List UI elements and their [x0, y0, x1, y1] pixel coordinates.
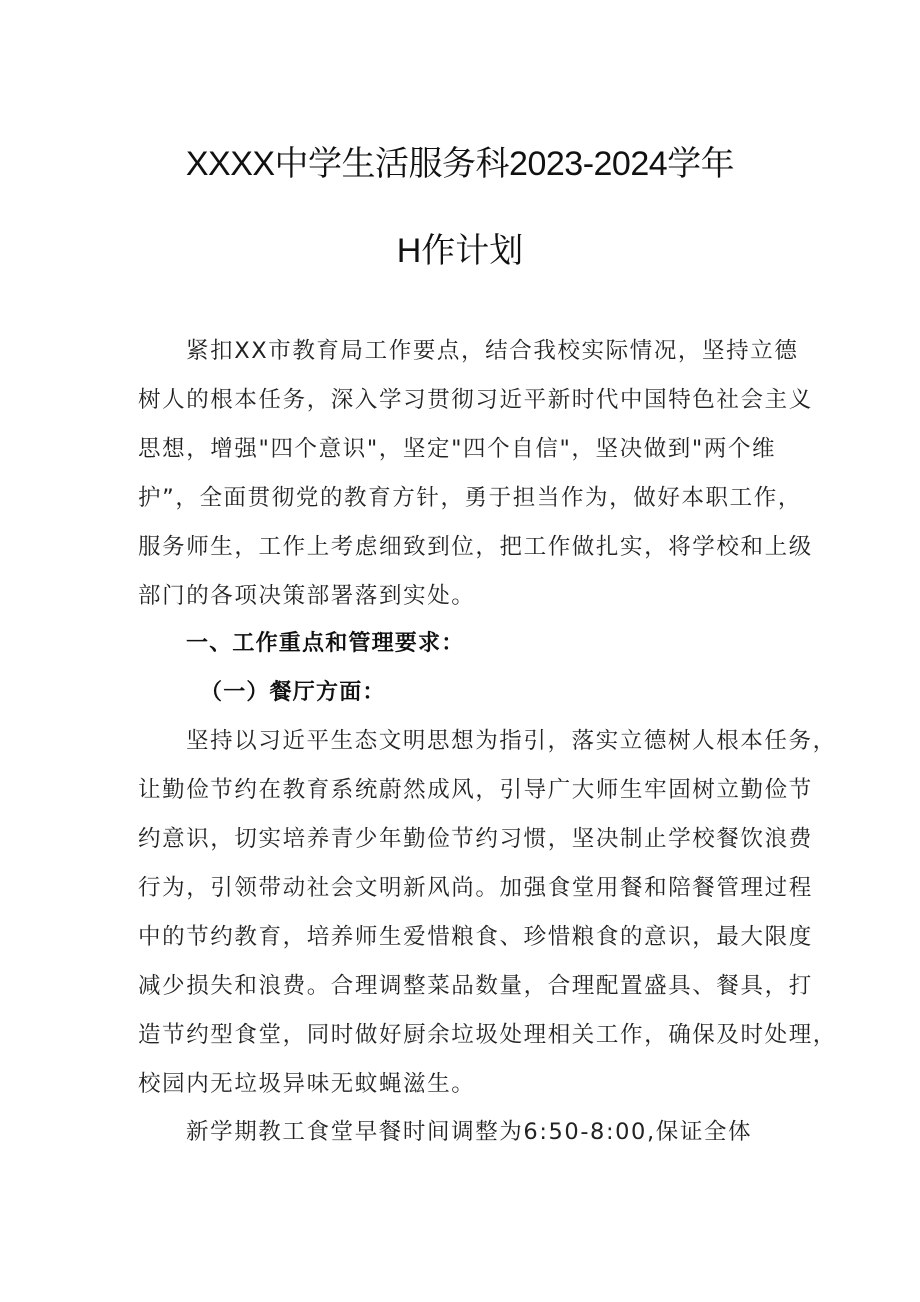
intro-line: 紧扣XX市教育局工作要点，结合我校实际情况，坚持立德	[186, 338, 799, 364]
canteen-line: 坚持以习近平生态文明思想为指引，落实立德树人根本任务，	[186, 728, 837, 754]
intro-line: 护”，全面贯彻党的教育方针，勇于担当作为，做好本职工作，	[138, 485, 802, 511]
intro-line: 部门的各项决策部署落到实处。	[138, 583, 476, 609]
document-title-line-2: H作计划	[396, 232, 524, 270]
canteen-line: 行为，引领带动社会文明新风尚。加强食堂用餐和陪餐管理过程	[138, 875, 813, 901]
document-title-line-1: XXXX中学生活服务科2023-2024学年	[185, 145, 735, 183]
canteen-line: 减少损失和浪费。合理调整菜品数量，合理配置盛具、餐具，打	[138, 973, 813, 999]
section-heading: 一、工作重点和管理要求：	[186, 631, 465, 656]
canteen-line: 中的节约教育，培养师生爱惜粮食、珍惜粮食的意识，最大限度	[138, 924, 813, 950]
canteen-line: 造节约型食堂，同时做好厨余垃圾处理相关工作，确保及时处理，	[138, 1022, 837, 1048]
intro-line: 树人的根本任务，深入学习贯彻习近平新时代中国特色社会主义	[138, 387, 813, 413]
canteen-line: 校园内无垃圾异味无蚊蝇滋生。	[138, 1071, 476, 1097]
canteen-line: 让勤俭节约在教育系统蔚然成风，引导广大师生牢固树立勤俭节	[138, 777, 813, 803]
canteen-line: 约意识，切实培养青少年勤俭节约习惯，坚决制止学校餐饮浪费	[138, 826, 813, 852]
intro-line: 思想，增强"四个意识"，坚定"四个自信"，坚决做到"两个维	[138, 436, 777, 462]
breakfast-line: 新学期教工食堂早餐时间调整为6:50-8:00,保证全体	[186, 1119, 753, 1145]
subsection-heading: （一）餐厅方面：	[200, 680, 386, 705]
intro-line: 服务师生，工作上考虑细致到位，把工作做扎实，将学校和上级	[138, 534, 813, 560]
